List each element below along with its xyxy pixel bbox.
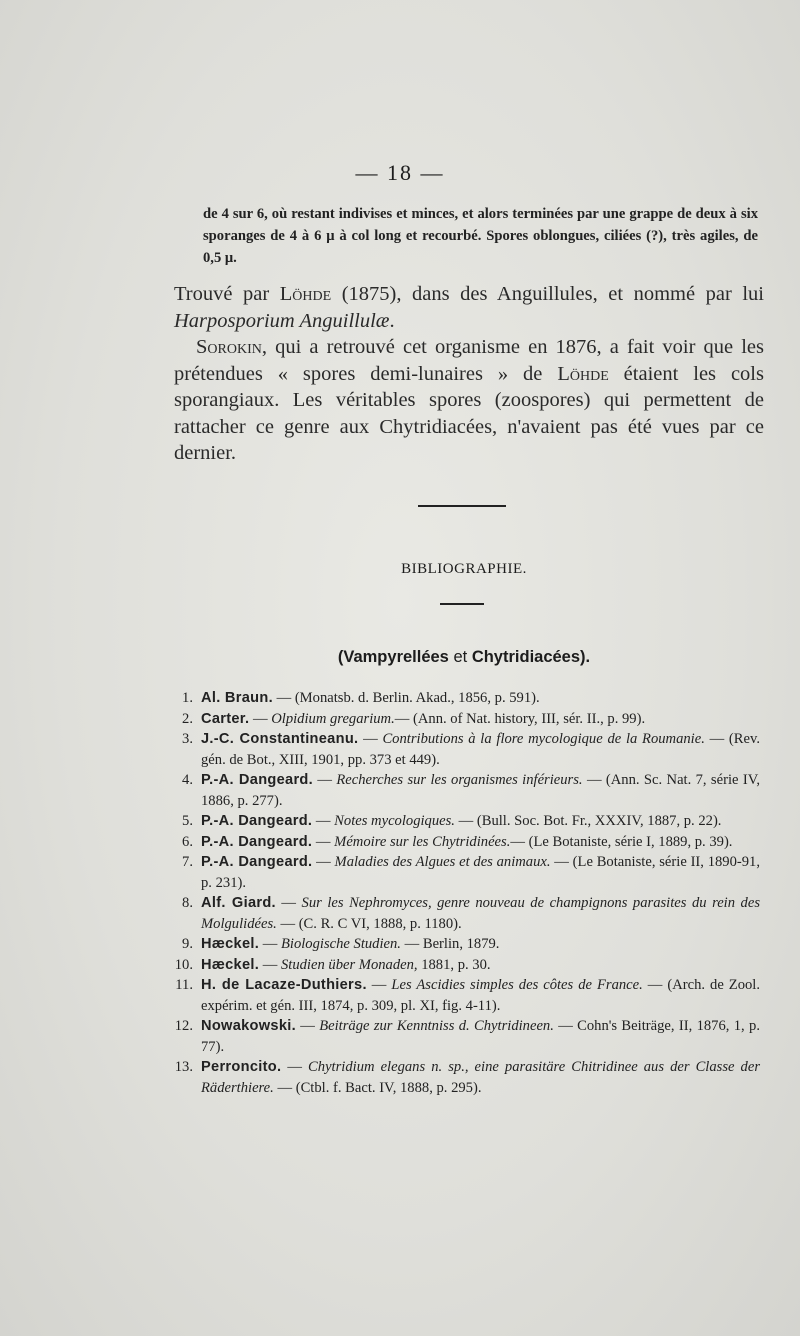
bibliography-title: BIBLIOGRAPHIE.: [401, 561, 527, 577]
author-name-sorokin: Sorokin: [196, 336, 262, 358]
reference-sep: —: [312, 813, 335, 829]
author-name-lohde: Löhde: [279, 283, 332, 305]
subtitle-chytridiacees: Chytridiacées).: [471, 648, 591, 666]
reference-title: Olpidium gregarium.: [271, 710, 395, 727]
reference-details: — (Ann. of Nat. history, III, sér. II., p. 99).: [394, 710, 646, 727]
reference-details: — Cohn's Beiträge, II, 1876, 1, p. 77).: [201, 1018, 760, 1055]
reference-title: Biologische Studien.: [280, 936, 401, 952]
reference-item: [165, 975, 760, 1016]
reference-author: P.-A. Dangeard.: [201, 854, 313, 870]
reference-title: Studien über Monaden,: [280, 956, 418, 973]
reference-author: Perroncito.: [201, 1059, 282, 1075]
reference-number: 6.: [182, 833, 193, 850]
reference-author: Hæckel.: [201, 956, 260, 973]
reference-number: 5.: [182, 813, 193, 829]
reference-author: Nowakowski.: [201, 1018, 296, 1034]
reference-sep: —: [366, 977, 392, 993]
reference-number: 11.: [175, 977, 193, 993]
reference-item: [165, 1057, 760, 1098]
reference-sep: —: [295, 1018, 320, 1034]
reference-details: — (Ann. Sc. Nat. 7, série IV, 1886, p. 277).: [201, 772, 761, 809]
reference-item: [165, 832, 760, 853]
subtitle-vampyrellees: (Vampyrellées: [337, 648, 449, 666]
reference-author: J.-C. Constantineanu.: [201, 731, 359, 747]
reference-author: Carter.: [201, 710, 250, 727]
reference-title: Sur les Nephromyces, genre nouveau de champignons parasites du rein des Molgulidées.: [201, 895, 761, 932]
reference-item: [165, 955, 760, 976]
reference-item: [165, 934, 760, 955]
reference-details: — (Ctbl. f. Bact. IV, 1888, p. 295).: [273, 1079, 482, 1096]
reference-number: 12.: [174, 1018, 193, 1034]
reference-item: [165, 893, 760, 934]
para1-pre: Trouvé par: [174, 283, 280, 305]
reference-author: P.-A. Dangeard.: [201, 833, 313, 850]
reference-sep: —: [358, 731, 383, 747]
para1-post: .: [389, 309, 395, 332]
reference-sep: —: [275, 895, 302, 911]
bibliography-subtitle: [0, 648, 800, 667]
reference-title: Les Ascidies simples des côtes de France.: [391, 977, 643, 993]
reference-list: [165, 688, 760, 1098]
reference-item: [165, 811, 760, 832]
page-number: — 18 —: [355, 160, 445, 185]
title-underline: [440, 603, 484, 605]
reference-number: 2.: [182, 710, 193, 727]
reference-number: 8.: [182, 895, 193, 911]
reference-title: Chytridium elegans n. sp., eine parasitäre Chitridinee aus der Classe der Räderthiere.: [201, 1059, 761, 1096]
reference-title: Notes mycologiques.: [334, 813, 455, 829]
reference-title: Maladies des Algues et des animaux.: [334, 854, 551, 870]
footnote-text: de 4 sur 6, où restant indivises et minces, et alors terminées par une grappe de deux à six sporanges de 4 à 6 μ à col long et recourbé. Spores oblongues, ciliées (?), très agiles, de 0,5 μ.: [203, 206, 758, 266]
reference-number: 10.: [174, 956, 193, 973]
reference-details: — (Arch. de Zool. expérim. et gén. III, 1874, p. 309, pl. XI, fig. 4-11).: [201, 977, 761, 1014]
paragraph-lohde: [174, 281, 764, 334]
reference-title: Beiträge zur Kenntniss d. Chytridineen.: [319, 1018, 554, 1034]
section-divider: [418, 505, 506, 507]
reference-details: — (Monatsb. d. Berlin. Akad., 1856, p. 591).: [272, 690, 540, 706]
reference-details: — (Le Botaniste, série II, 1890-91, p. 231).: [201, 854, 760, 891]
reference-item: [165, 688, 760, 709]
reference-item: [165, 729, 760, 770]
reference-sep: —: [312, 833, 335, 850]
author-name-lohde-2: Löhde: [557, 362, 609, 385]
reference-details: 1881, p. 30.: [417, 956, 491, 973]
reference-item: [165, 770, 760, 811]
reference-number: 9.: [182, 936, 193, 952]
reference-number: 1.: [182, 690, 193, 706]
para1-mid: (1875), dans des Anguillules, et nommé par lui: [331, 283, 764, 305]
reference-author: Hæckel.: [201, 936, 260, 952]
reference-title: Mémoire sur les Chytridinées.: [334, 833, 511, 850]
reference-details: — (C. R. C VI, 1888, p. 1180).: [276, 915, 462, 932]
reference-author: Al. Braun.: [201, 690, 273, 706]
subtitle-et: et: [448, 648, 472, 666]
reference-details: — (Le Botaniste, série I, 1889, p. 39).: [510, 833, 733, 850]
reference-number: 3.: [182, 731, 193, 747]
reference-number: 7.: [182, 854, 193, 870]
reference-item: [165, 709, 760, 730]
reference-number: 4.: [182, 772, 193, 788]
reference-author: Alf. Giard.: [201, 895, 276, 911]
reference-details: — (Bull. Soc. Bot. Fr., XXXIV, 1887, p. 22).: [454, 813, 722, 829]
para2-text1: , qui a retrouvé cet organisme en 1876, a fait voir que les prétendues « spores demi-lunaires » de: [174, 336, 764, 385]
reference-details: — Berlin, 1879.: [400, 936, 500, 952]
reference-author: H. de Lacaze-Duthiers.: [201, 977, 367, 993]
para2-text2: étaient les cols sporangiaux. Les véritables spores (zoospores) qui permettent de rattacher ce genre aux Chytridiacées, n'avaient pas été vues par ce dernier.: [174, 362, 764, 464]
genus-name: Harposporium Anguillulæ: [174, 309, 390, 332]
reference-item: [165, 852, 760, 893]
reference-title: Contributions à la flore mycologique de la Roumanie.: [382, 731, 705, 747]
reference-details: — (Rev. gén. de Bot., XIII, 1901, pp. 373 et 449).: [201, 731, 760, 768]
reference-sep: —: [259, 936, 281, 952]
reference-number: 13.: [174, 1059, 193, 1075]
reference-author: P.-A. Dangeard.: [201, 813, 313, 829]
reference-sep: —: [313, 772, 337, 788]
paragraph-sorokin: [174, 334, 764, 467]
reference-sep: —: [249, 710, 272, 727]
reference-item: [165, 1016, 760, 1057]
reference-sep: —: [259, 956, 281, 973]
reference-sep: —: [281, 1059, 309, 1075]
reference-title: Recherches sur les organismes inférieurs.: [336, 772, 583, 788]
reference-author: P.-A. Dangeard.: [201, 772, 314, 788]
reference-sep: —: [312, 854, 335, 870]
